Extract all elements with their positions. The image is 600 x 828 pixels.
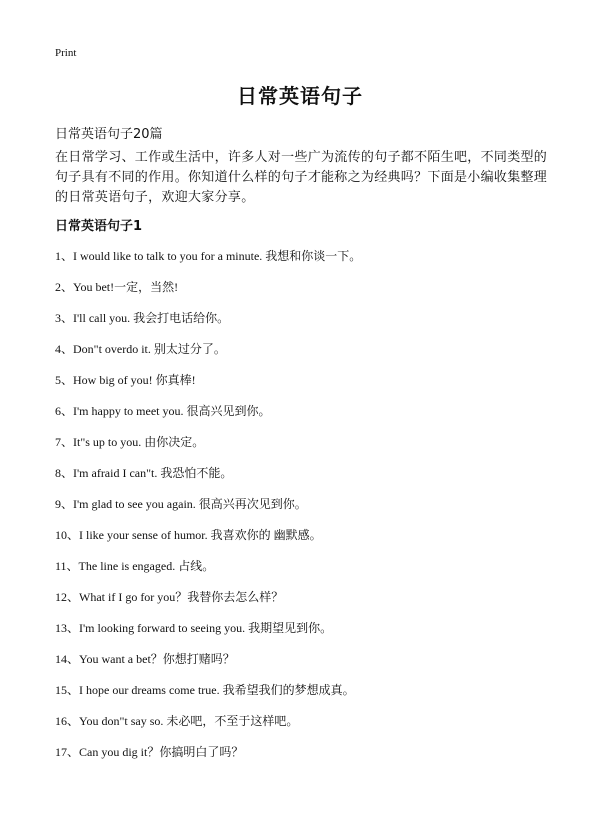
list-item <box>55 278 575 309</box>
section-heading: 日常英语句子1 <box>55 219 143 234</box>
sentence-text: 10、I like your sense of humor. 我喜欢你的 幽默感。 <box>55 528 322 542</box>
sentence-text: 13、I'm looking forward to seeing you. 我期望见到你。 <box>55 621 333 635</box>
sentence-text: 14、You want a bet？你想打赌吗？ <box>55 652 235 666</box>
list-item <box>55 588 575 619</box>
page-title: 日常英语句子 <box>237 84 363 108</box>
list-item <box>55 619 575 650</box>
list-item <box>55 464 575 495</box>
list-item <box>55 743 575 774</box>
sentence-text: 6、I'm happy to meet you. 很高兴见到你。 <box>55 404 271 418</box>
sentence-text: 9、I'm glad to see you again. 很高兴再次见到你。 <box>55 497 307 511</box>
sentence-text: 4、Don"t overdo it. 别太过分了。 <box>55 342 226 356</box>
intro-paragraph: 在日常学习、工作或生活中，许多人对一些广为流传的句子都不陌生吧，不同类型的句子具有不同的作用。你知道什么样的句子才能称之为经典吗？下面是小编收集整理的日常英语句子，欢迎大家分享。 <box>55 150 548 205</box>
sentence-text: 15、I hope our dreams come true. 我希望我们的梦想成真。 <box>55 683 355 697</box>
list-item <box>55 557 575 588</box>
sentence-text: 2、You bet!一定，当然! <box>55 280 179 294</box>
sentence-text: 16、You don"t say so. 未必吧，不至于这样吧。 <box>55 714 299 728</box>
list-item <box>55 402 575 433</box>
list-item <box>55 433 575 464</box>
subtitle: 日常英语句子20篇 <box>55 127 163 142</box>
sentence-text: 3、I'll call you. 我会打电话给你。 <box>55 311 230 325</box>
sentence-text: 8、I'm afraid I can"t. 我恐怕不能。 <box>55 466 233 480</box>
sentence-text: 12、What if I go for you？我替你去怎么样？ <box>55 590 284 604</box>
sentence-text: 7、It"s up to you. 由你决定。 <box>55 435 205 449</box>
list-item <box>55 650 575 681</box>
print-label: Print <box>55 47 77 59</box>
list-item <box>55 371 575 402</box>
list-item <box>55 526 575 557</box>
sentence-list <box>55 247 575 774</box>
sentence-text: 11、The line is engaged. 占线。 <box>55 559 215 573</box>
list-item <box>55 495 575 526</box>
sentence-text: 1、I would like to talk to you for a minute. 我想和你谈一下。 <box>55 249 362 263</box>
list-item <box>55 681 575 712</box>
list-item <box>55 247 575 278</box>
list-item <box>55 309 575 340</box>
sentence-text: 5、How big of you! 你真棒! <box>55 373 196 387</box>
list-item <box>55 712 575 743</box>
list-item <box>55 340 575 371</box>
sentence-text: 17、Can you dig it？你搞明白了吗？ <box>55 745 244 759</box>
